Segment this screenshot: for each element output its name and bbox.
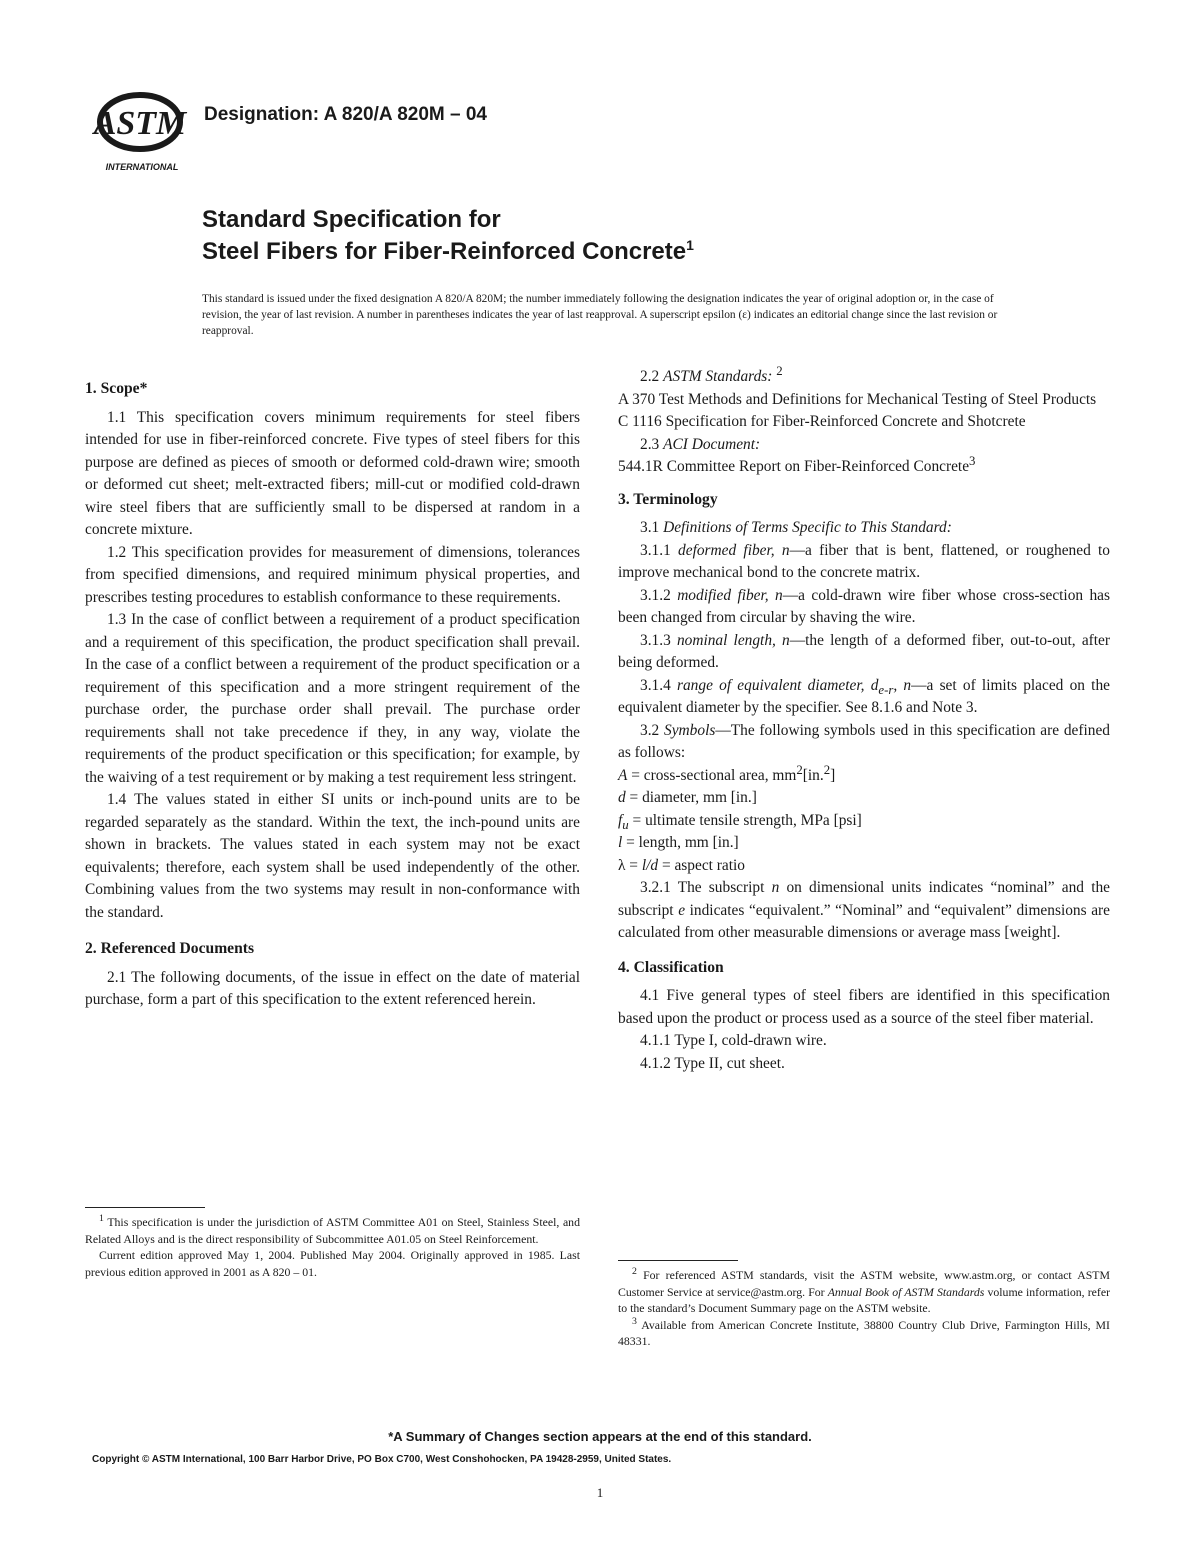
- logo-text: ASTM: [93, 105, 187, 142]
- title-line2-text: Steel Fibers for Fiber-Reinforced Concrete: [202, 238, 687, 265]
- page-title: [202, 204, 694, 268]
- para-3-2-1: 3.2.1 The subscript n on dimensional units indicates “nominal” and the subscript e indicates “equivalent.” “Nominal” and “equivalent” dimensions are calculated from other measurable dimensions or average mass [weight].: [618, 879, 1110, 941]
- symbol-length: l = length, mm [in.]: [618, 834, 739, 851]
- section-heading-terminology: 3. Terminology: [618, 490, 718, 508]
- section-heading-scope: 1. Scope*: [85, 380, 148, 397]
- section-heading-referenced-documents: 2. Referenced Documents: [85, 940, 255, 957]
- summary-of-changes-note: *A Summary of Changes section appears at the end of this standard.: [388, 1429, 812, 1444]
- para-2-2: 2.2 ASTM Standards: $^2$: [640, 363, 783, 385]
- para-4-1-1: 4.1.1 Type I, cold-drawn wire.: [640, 1032, 827, 1049]
- para-3-1-4: 3.1.4 range of equivalent diameter, $d_{e-r}$, n—a set of limits placed on the equivalent diameter by the specifier. See 8.1.6 and Note 3.: [618, 676, 1110, 716]
- footnote-1-edition: Current edition approved May 1, 2004. Published May 2004. Originally approved in 1985. Last previous edition approved in 2001 as A 820 – 01.: [85, 1248, 580, 1279]
- para-4-1: 4.1 Five general types of steel fibers are identified in this specification based upon the product or process used as a source of the steel fiber material.: [618, 987, 1110, 1027]
- footnote-1: $^1$ This specification is under the jurisdiction of ASTM Committee A01 on Steel, Stainless Steel, and Related Alloys and is the direct responsibility of Subcommittee A01.05 on Steel Reinforcement.: [85, 1213, 580, 1246]
- footnotes-left: [85, 1207, 580, 1280]
- para-2-3: 2.3 ACI Document:: [640, 435, 761, 453]
- para-3-1-2: 3.1.2 modified fiber, n—a cold-drawn wire fiber whose cross-section has been changed from circular by shaving the wire.: [618, 586, 1111, 626]
- para-3-1-1: 3.1.1 deformed fiber, n—a fiber that is bent, flattened, or roughened to improve mechanical bond to the concrete matrix.: [618, 541, 1111, 581]
- para-1-4: 1.4 The values stated in either SI units or inch-pound units are to be regarded separately as the standard. Within the text, the inch-pound units are shown in brackets. The values stated in each system may not be exact equivalents; therefore, each system shall be used independently of the other. Combining values from the two systems may result in non-conformance with the standard.: [85, 791, 580, 921]
- title-line1: Standard Specification for: [202, 206, 501, 233]
- left-column: [85, 370, 580, 1012]
- title-line2: [202, 236, 694, 268]
- title-footnote-ref: 1: [686, 237, 694, 253]
- para-3-1: 3.1 Definitions of Terms Specific to This Standard:: [640, 519, 952, 536]
- para-1-1: 1.1 This specification covers minimum requirements for steel fibers intended for use in fiber-reinforced concrete. Five types of steel fibers for this purpose are defined as pieces of smooth or deformed cold-drawn wire; smooth or deformed cut sheet; melt-extracted fibers; mill-cut or modified cold-drawn wire steel fibers that are sufficiently small to be dispersed at random in a concrete mixture.: [85, 408, 580, 538]
- astm-logo-icon: [92, 92, 192, 174]
- logo-subtext: INTERNATIONAL: [105, 162, 179, 172]
- para-4-1-2: 4.1.2 Type II, cut sheet.: [640, 1054, 785, 1072]
- designation: Designation: A 820/A 820M – 04: [204, 104, 487, 125]
- copyright: Copyright © ASTM International, 100 Barr Harbor Drive, PO Box C700, West Conshohocken, PA 19428-2959, United States.: [92, 1454, 672, 1465]
- para-1-2: 1.2 This specification provides for measurement of dimensions, tolerances from specified dimensions, and required minimum physical properties, and prescribes testing procedures to establish conformance to these requirements.: [85, 543, 580, 606]
- para-1-3: 1.3 In the case of conflict between a requirement of a product specification and a requirement of this specification, the product specification shall prevail. In the case of a conflict between a requirement of the product specification or a requirement of this specification and a more stringent requirement of the purchase order, the purchase order shall prevail. The purchase order requirements shall not take precedence if they, in any way, violate the requirements of the product specification or this specification; for example, by the waiving of a test requirement or by making a test requirement less stringent.: [85, 611, 580, 786]
- symbol-aspect-ratio: λ = l/d = aspect ratio: [618, 856, 745, 874]
- para-2-1: 2.1 The following documents, of the issue in effect on the date of material purchase, form a part of this specification to the extent referenced herein.: [85, 968, 580, 1008]
- page-number: 1: [596, 1485, 604, 1500]
- para-3-1-3: 3.1.3 nominal length, n—the length of a deformed fiber, out-to-out, after being deformed.: [618, 631, 1111, 671]
- footnote-3: $^3$ Available from American Concrete Institute, 38800 Country Club Drive, Farmington Hills, MI 48331.: [618, 1315, 1110, 1348]
- right-column: [618, 363, 1111, 1075]
- symbol-area: A = cross-sectional area, $mm^2[in.^2]$: [618, 762, 836, 784]
- footnote-2: $^2$ For referenced ASTM standards, visit the ASTM website, www.astm.org, or contact ASTM Customer Service at service@astm.org. For Annual Book of ASTM Standards volume information, refer to the standard’s Document Summary page on the ASTM website.: [618, 1266, 1110, 1315]
- symbol-tensile-strength: $f_u$ = ultimate tensile strength, MPa [psi]: [618, 811, 862, 832]
- astm-logo: [92, 92, 192, 174]
- symbol-diameter: d = diameter, mm [in.]: [618, 789, 757, 806]
- footnote-divider: [85, 1207, 205, 1208]
- footnote-divider: [618, 1260, 738, 1261]
- standard-notice: This standard is issued under the fixed designation A 820/A 820M; the number immediately following the designation indicates the year of original adoption or, in the case of revision, the year of last revision. A number in parentheses indicates the year of last reapproval. A superscript epsilon (ε) indicates an editorial change since the last revision or reapproval.: [202, 293, 998, 337]
- ref-a370: A 370 Test Methods and Definitions for Mechanical Testing of Steel Products: [618, 390, 1097, 408]
- section-heading-classification: 4. Classification: [618, 958, 724, 976]
- para-3-2: 3.2 Symbols—The following symbols used in this specification are defined as follows:: [618, 721, 1110, 761]
- footnotes-right: [618, 1260, 1110, 1350]
- ref-c1116: C 1116 Specification for Fiber-Reinforced Concrete and Shotcrete: [618, 413, 1026, 430]
- ref-aci-544: 544.1R Committee Report on Fiber-Reinforced Concrete$^3$: [618, 453, 976, 475]
